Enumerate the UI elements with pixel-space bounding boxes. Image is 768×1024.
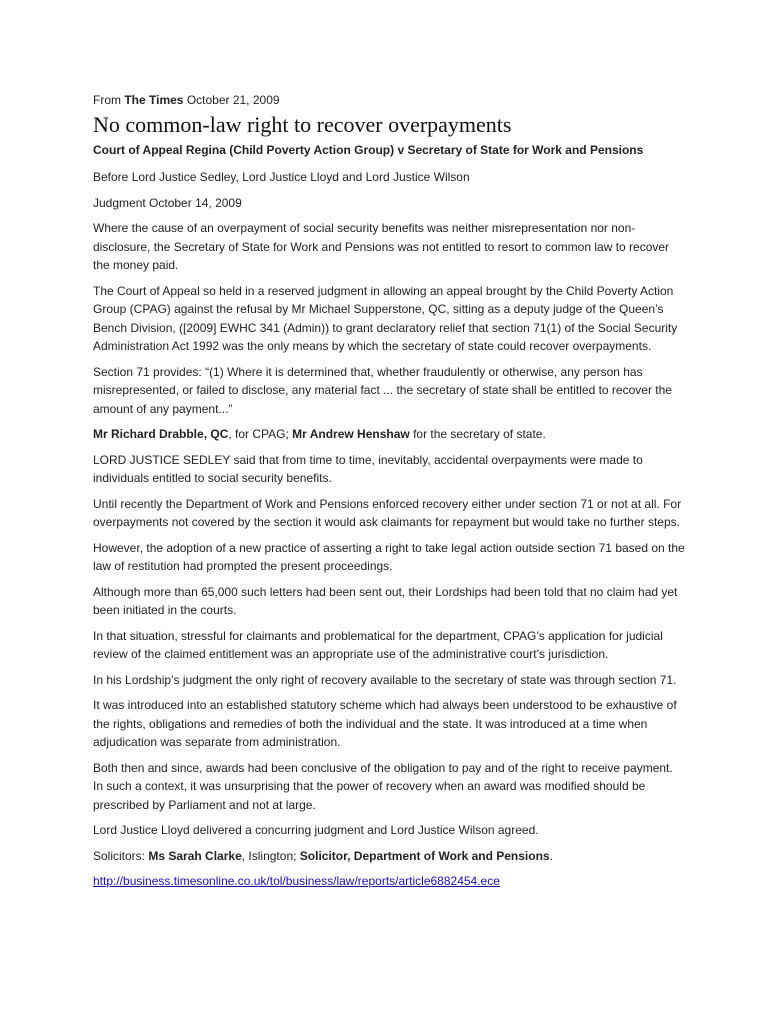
paragraph: Section 71 provides: “(1) Where it is determined that, whether fraudulently or otherwise, any person has misrepresented, or failed to disclose, any material fact ... the secretary of state shall be entitled to recover the amount of any payment...” (93, 364, 672, 416)
paragraph: Lord Justice Lloyd delivered a concurring judgment and Lord Justice Wilson agreed. (93, 823, 539, 837)
counsel-name: Mr Richard Drabble, QC (93, 427, 229, 441)
solicitor-text: . (549, 848, 553, 863)
paragraph: The Court of Appeal so held in a reserved judgment in allowing an appeal brought by the Child Poverty Action Group (CPAG) against the refusal by Mr Michael Supperstone, QC, sitting as a deputy judge of the Queen’s Bench Division, ([2009] EWHC 341 (Admin)) to grant declaratory relief that section 71(1) of the Social Security Administration Act 1992 was the only means by which the secretary of state could recover overpayments. (93, 283, 678, 353)
publication-date: October 21, 2009 (183, 93, 280, 107)
source-link[interactable]: http://business.timesonline.co.uk/tol/business/law/reports/article6882454.ece (93, 874, 500, 888)
paragraph: Although more than 65,000 such letters had been sent out, their Lordships had been told that no claim had yet been initiated in the courts. (93, 584, 678, 617)
counsel-line (93, 425, 685, 444)
paragraph: Both then and since, awards had been conclusive of the obligation to pay and of the right to receive payment. In such a context, it was unsurprising that the power of recovery when an award was modified should be prescribed by Parliament and not at large. (93, 760, 673, 812)
case-title: Court of Appeal Regina (Child Poverty Action Group) v Secretary of State for Work and Pensions (93, 143, 644, 157)
solicitor-name: Solicitor, Department of Work and Pensions (299, 848, 550, 863)
solicitors-label: Solicitors: (93, 848, 149, 863)
article-headline: No common-law right to recover overpayments (93, 112, 512, 137)
paragraph: In his Lordship’s judgment the only right of recovery available to the secretary of state was through section 71. (93, 672, 677, 687)
solicitor-text: , Islington; (241, 848, 300, 863)
paragraph: LORD JUSTICE SEDLEY said that from time to time, inevitably, accidental overpayments were made to individuals entitled to social security benefits. (93, 452, 643, 485)
publication-name: The Times (124, 93, 184, 107)
counsel-text: , for CPAG; (228, 427, 293, 441)
from-label: From (93, 93, 125, 107)
counsel-text: for the secretary of state. (409, 427, 546, 441)
bench-line: Before Lord Justice Sedley, Lord Justice Lloyd and Lord Justice Wilson (93, 170, 470, 184)
paragraph: In that situation, stressful for claimants and problematical for the department, CPAG’s application for judicial review of the claimed entitlement was an appropriate use of the administrative court’s jurisdiction. (93, 628, 663, 661)
source-line (93, 92, 685, 108)
judgment-date: Judgment October 14, 2009 (93, 195, 242, 210)
solicitors-line (93, 847, 685, 866)
paragraph: It was introduced into an established statutory scheme which had always been understood to be exhaustive of the rights, obligations and remedies of both the individual and the state. It was introduced at a time when adjudication was separate from administration. (93, 698, 677, 749)
article (93, 92, 685, 890)
counsel-name: Mr Andrew Henshaw (292, 427, 410, 441)
paragraph: Where the cause of an overpayment of social security benefits was neither misrepresentation nor non-disclosure, the Secretary of State for Work and Pensions was not entitled to resort to common law to recover the money paid. (93, 221, 670, 272)
paragraph: Until recently the Department of Work and Pensions enforced recovery either under section 71 or not at all. For overpayments not covered by the section it would ask claimants for repayment but would take no further steps. (93, 496, 682, 529)
paragraph: However, the adoption of a new practice of asserting a right to take legal action outside section 71 based on the law of restitution had prompted the present proceedings. (93, 540, 685, 573)
solicitor-name: Ms Sarah Clarke (148, 848, 242, 863)
